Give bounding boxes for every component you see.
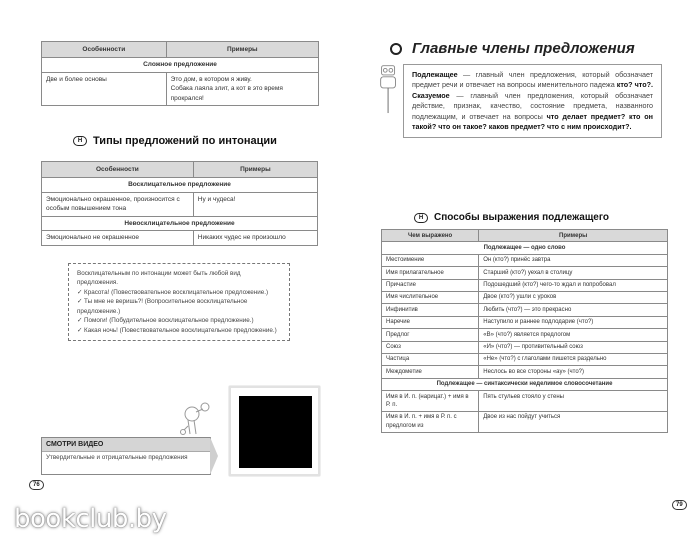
table-cell: Ну и чудеса!	[193, 192, 317, 216]
table-cell: Наступило и раннее подлодарие (что?)	[479, 316, 668, 328]
intonation-table	[41, 161, 318, 246]
robot-mascot-icon	[376, 60, 402, 115]
watermark-logo: bookclub.by	[14, 504, 167, 534]
heading-title: Типы предложений по интонации	[93, 135, 277, 147]
table-cell: Инфинитив	[382, 304, 479, 316]
table-cell: Он (кто?) принёс завтра	[479, 254, 668, 266]
table-header: Примеры	[166, 42, 318, 58]
table-cell: Двое из нас пойдут учиться	[479, 411, 668, 432]
table-cell: Пять стульев стояло у стены	[479, 391, 668, 412]
table-cell	[166, 72, 318, 105]
page-number: 79	[672, 500, 687, 510]
subject-term: Подлежащее	[412, 70, 458, 79]
table-cell: Местоимение	[382, 254, 479, 266]
note-item: ✓ Красота! (Повествовательное восклицательное предложение.)	[77, 288, 281, 297]
predicate-term: Сказуемое	[412, 90, 450, 100]
table-cell: Двое (кто?) ушли с уроков	[479, 291, 668, 303]
gear-icon	[390, 43, 402, 55]
main-members-heading	[390, 40, 635, 57]
table-section: Невосклицательное предложение	[42, 216, 318, 230]
table-cell: Наречие	[382, 316, 479, 328]
table-header: Особенности	[42, 42, 167, 58]
table-section: Сложное предложение	[42, 58, 319, 72]
predicate-definition: — главный член предложения, который обозначает действие, признак, качество, состояние предмета, названного подлежащим, и отвечает на вопросы	[412, 90, 653, 121]
note-intro: Восклицательным по интонации может быть любой вид предложения.	[77, 270, 241, 287]
video-description: Утвердительные и отрицательные предложения	[46, 454, 188, 461]
page-number: 76	[29, 480, 44, 490]
section-heading	[414, 212, 609, 223]
table-cell: Две и более основы	[42, 72, 167, 105]
table-cell: Эмоционально не окрашенное	[42, 231, 194, 245]
section-badge-icon: Н	[414, 213, 428, 223]
table-section: Подлежащее — одно слово	[382, 242, 668, 254]
section-heading	[73, 135, 277, 147]
note-box	[68, 263, 290, 341]
section-badge-icon: Н	[73, 136, 87, 146]
table-cell: Причастие	[382, 279, 479, 291]
mascot-icon	[178, 400, 214, 438]
note-item: ✓ Какая ночь! (Повествовательное восклицательное предложение.)	[77, 326, 281, 335]
table-cell: Старший (кто?) уехал в столицу	[479, 267, 668, 279]
video-title: СМОТРИ ВИДЕО	[42, 438, 210, 452]
table-cell: «Не» (что?) с глаголами пишется раздельно	[479, 353, 668, 365]
note-item: ✓ Помоги! (Побудительное восклицательное предложение.)	[77, 316, 281, 325]
table-header: Особенности	[42, 162, 194, 178]
table-cell: Союз	[382, 341, 479, 353]
note-item: ✓ Ты мне не веришь?! (Вопросительное восклицательное предложение.)	[77, 297, 281, 316]
table-cell: «И» (что?) — противительный союз	[479, 341, 668, 353]
table-cell: Междометие	[382, 366, 479, 378]
subject-questions: кто? что?.	[616, 80, 654, 90]
table-section: Подлежащее — синтаксически неделимое словосочетание	[382, 378, 668, 390]
table-cell: Подошедший (кто?) чего-то ждал и попробовал	[479, 279, 668, 291]
example-text: Это дом, в котором я живу.	[170, 75, 252, 83]
table-cell: Имя в И. п. (нарицат.) + имя в Р. п.	[382, 391, 479, 412]
definition-box	[403, 64, 662, 138]
table-cell: Эмоционально окрашенное, произносится с особым повышением тона	[42, 192, 194, 216]
subject-expression-table	[381, 229, 668, 433]
table-cell: Любить (что?) — это прекрасно	[479, 304, 668, 316]
subject-definition: — главный член предложения, который обозначает предмет речи и отвечает на вопросы именительного падежа	[412, 70, 653, 90]
table-header: Примеры	[479, 230, 668, 242]
qr-code-image	[239, 396, 312, 468]
table-cell: Имя числительное	[382, 291, 479, 303]
table-cell: Имя прилагательное	[382, 267, 479, 279]
watch-video-box[interactable]	[41, 437, 211, 475]
table-cell: Никаких чудес не произошло	[193, 231, 317, 245]
heading-title: Способы выражения подлежащего	[434, 212, 610, 223]
table-header: Чем выражено	[382, 230, 479, 242]
predicate-questions: что делает предмет? кто он такой? что он такое? каков предмет? что с ним происходит?.	[412, 111, 653, 132]
table-cell: «В» (что?) является предлогом	[479, 329, 668, 341]
table-cell: Частица	[382, 353, 479, 365]
table-cell: Имя в И. п. + имя в Р. п. с предлогом из	[382, 411, 479, 432]
table-cell: Предлог	[382, 329, 479, 341]
example-text: Собака лаяла злит, а кот в это время прокрался!	[170, 85, 283, 102]
table-cell: Неслось во все стороны «ау» (что?)	[479, 366, 668, 378]
qr-code[interactable]	[229, 386, 320, 476]
complex-sentence-table	[41, 41, 319, 106]
heading-title: Главные члены предложения	[412, 40, 635, 57]
table-header: Примеры	[193, 162, 317, 178]
table-section: Восклицательное предложение	[42, 178, 318, 192]
